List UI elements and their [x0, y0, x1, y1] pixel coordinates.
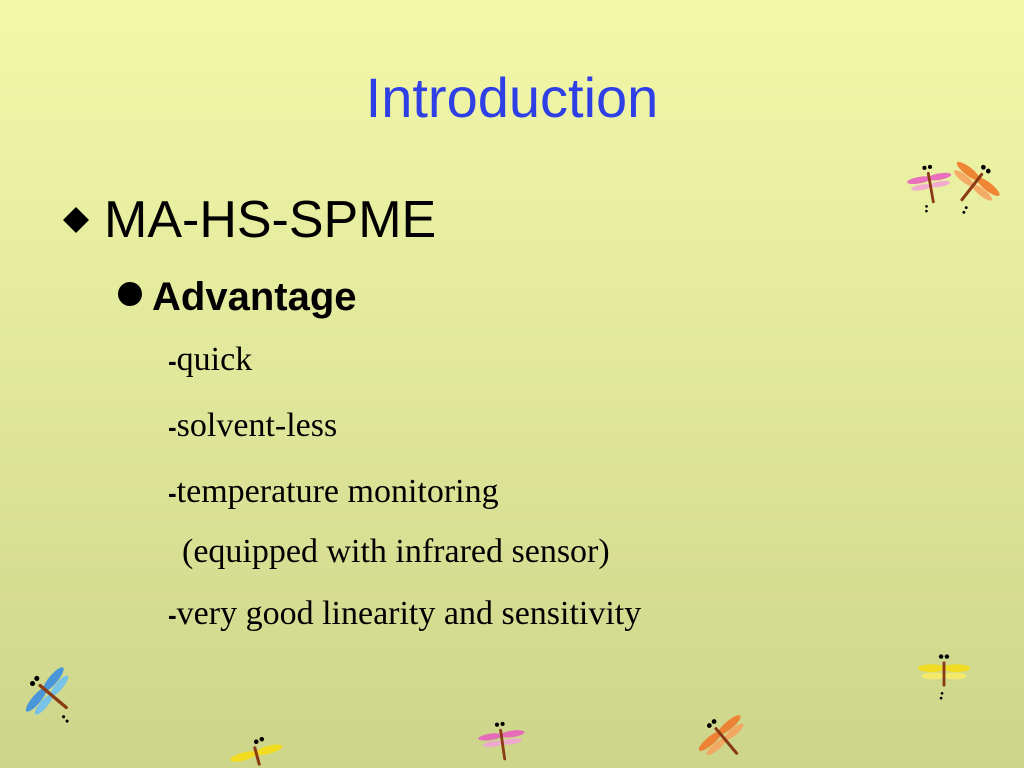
advantage-item: [168, 472, 499, 513]
dragonfly-icon: [690, 706, 756, 768]
dash-marker: -: [168, 600, 177, 630]
advantage-item-text: solvent-less: [176, 407, 338, 444]
dragonfly-icon: [16, 660, 82, 726]
advantage-item-text: quick: [176, 341, 253, 378]
bullet-item-level1: [62, 188, 436, 252]
advantage-item-text: very good linearity and sensitivity: [176, 595, 642, 632]
advantage-item-text: temperature monitoring: [176, 473, 499, 510]
bullet-text-advantage: Advantage: [152, 275, 357, 319]
advantage-item-continuation: [182, 532, 610, 572]
bullet-item-level2: [118, 272, 357, 322]
dragonfly-icon: [474, 712, 530, 768]
dragonfly-icon: [944, 148, 1006, 218]
bullet-text-ma-hs-spme: MA-HS-SPME: [104, 191, 437, 249]
advantage-item: [168, 406, 337, 447]
advantage-item: [168, 594, 641, 635]
advantage-item: [168, 340, 252, 381]
slide-title: Introduction: [365, 66, 659, 129]
dash-marker: -: [168, 412, 177, 442]
dragonfly-icon: [912, 644, 976, 702]
dash-marker: -: [168, 346, 177, 376]
dragonfly-icon: [226, 734, 288, 768]
dot-bullet-icon: [118, 282, 142, 306]
diamond-bullet-icon: [62, 206, 90, 234]
advantage-item-text: (equipped with infrared sensor): [182, 533, 610, 570]
dash-marker: -: [168, 478, 177, 508]
